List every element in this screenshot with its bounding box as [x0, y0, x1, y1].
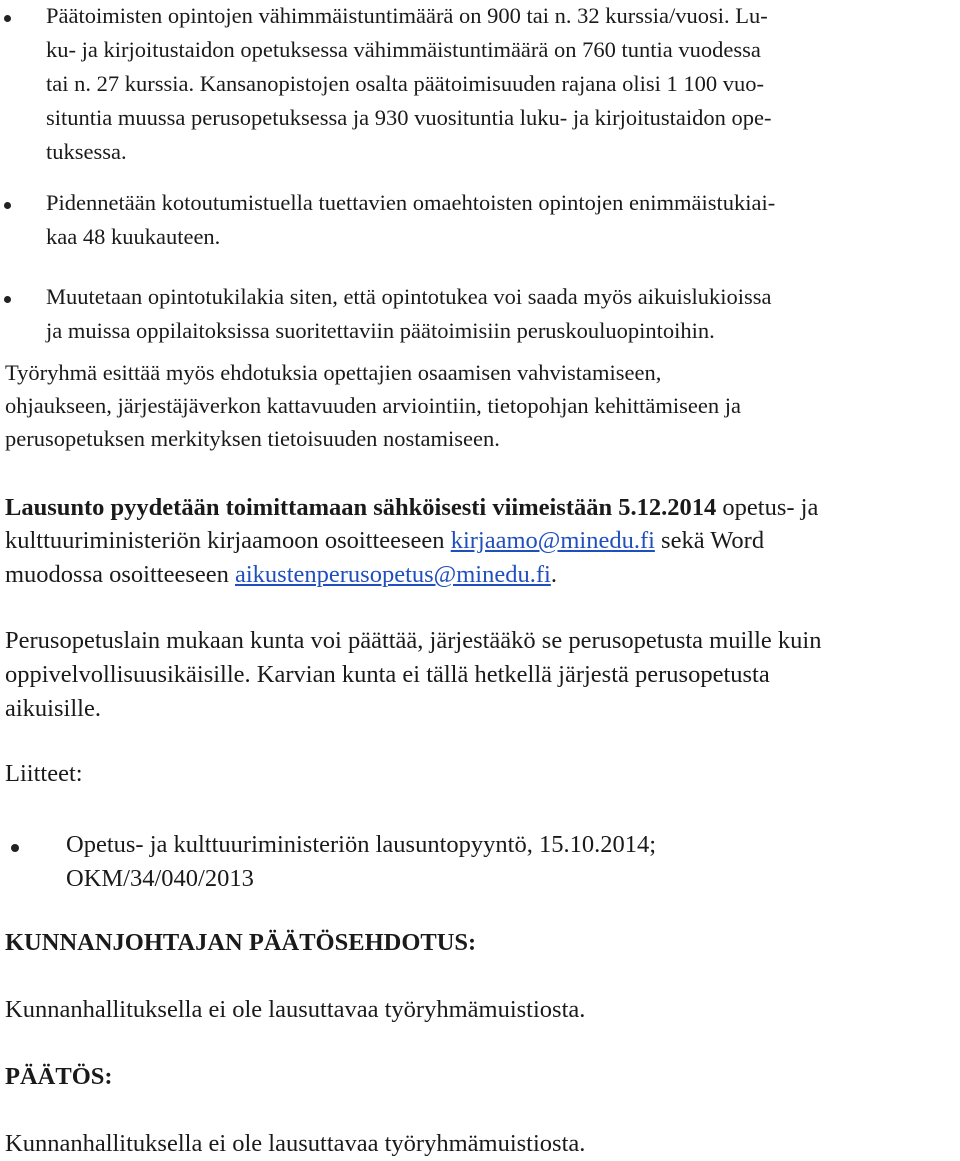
bullet-dot: [4, 15, 11, 22]
email-link-aikustenperusopetus[interactable]: aikustenperusopetus@minedu.fi: [235, 561, 551, 588]
proposal-heading: KUNNANJOHTAJAN PÄÄTÖSEHDOTUS:: [5, 929, 477, 956]
decision-heading: PÄÄTÖS:: [5, 1063, 113, 1090]
text-line: tuksessa.: [46, 139, 127, 164]
workgroup-paragraph: [5, 356, 955, 455]
attachments-label: Liitteet:: [5, 760, 83, 787]
text-line: Työryhmä esittää myös ehdotuksia opettajien osaamisen vahvistamiseen,: [5, 360, 662, 385]
text-fragment: .: [550, 561, 557, 588]
text-line: perusopetuksen merkityksen tietoisuuden nostamiseen.: [5, 426, 500, 451]
text-line: Pidennetään kotoutumistuella tuettavien omaehtoisten opintojen enimmäistukiai-: [46, 190, 776, 215]
decision-text: Kunnanhallituksella ei ole lausuttavaa työryhmämuistiosta.: [5, 1130, 586, 1157]
text-fragment: sekä Word: [654, 527, 765, 554]
text-line: Opetus- ja kulttuuriministeriön lausuntopyyntö, 15.10.2014;: [66, 831, 656, 858]
text-line: ohjaukseen, järjestäjäverkon kattavuuden arviointiin, tietopohjan kehittämiseen ja: [5, 393, 742, 418]
text-fragment: kulttuuriministeriön kirjaamoon osoitteeseen: [5, 527, 451, 554]
statement-request-line-3: [5, 558, 557, 592]
bullet-dot: [4, 202, 11, 209]
bullet-text: [46, 280, 958, 348]
attachment-text: [66, 828, 946, 896]
statement-request-line-2: [5, 524, 764, 558]
bullet-dot: [4, 296, 11, 303]
text-line: tai n. 27 kurssia. Kansanopistojen osalta päätoimisuuden rajana olisi 1 100 vuo-: [46, 71, 764, 96]
text-fragment: muodossa osoitteeseen: [5, 561, 235, 588]
text-line: kaa 48 kuukauteen.: [46, 224, 221, 249]
email-link-kirjaamo[interactable]: kirjaamo@minedu.fi: [450, 527, 655, 554]
text-line: Muutetaan opintotukilakia siten, että opintotukea voi saada myös aikuislukioissa: [46, 284, 772, 309]
text-line: ku- ja kirjoitustaidon opetuksessa vähimmäistuntimäärä on 760 tuntia vuodessa: [46, 37, 761, 62]
bullet-text: [46, 0, 958, 169]
bullet-dot: [11, 844, 19, 852]
municipality-line-3: aikuisille.: [5, 695, 101, 722]
text-line: ja muissa oppilaitoksissa suoritettaviin päätoimisiin peruskouluopintoihin.: [46, 318, 715, 343]
text-fragment: opetus- ja: [716, 494, 819, 521]
text-line: Päätoimisten opintojen vähimmäistuntimäärä on 900 tai n. 32 kurssia/vuosi. Lu-: [46, 3, 768, 28]
bullet-text: [46, 186, 958, 254]
municipality-line-1: Perusopetuslain mukaan kunta voi päättää, järjestääkö se perusopetusta muille kuin: [5, 627, 822, 654]
municipality-line-2: oppivelvollisuusikäisille. Karvian kunta ei tällä hetkellä järjestä perusopetusta: [5, 661, 770, 688]
statement-deadline: Lausunto pyydetään toimittamaan sähköisesti viimeistään 5.12.2014: [5, 494, 717, 521]
text-line: situntia muussa perusopetuksessa ja 930 vuosituntia luku- ja kirjoitustaidon ope-: [46, 105, 772, 130]
text-line: OKM/34/040/2013: [66, 865, 254, 892]
proposal-text: Kunnanhallituksella ei ole lausuttavaa työryhmämuistiosta.: [5, 996, 586, 1023]
statement-request-line-1: [5, 491, 818, 525]
